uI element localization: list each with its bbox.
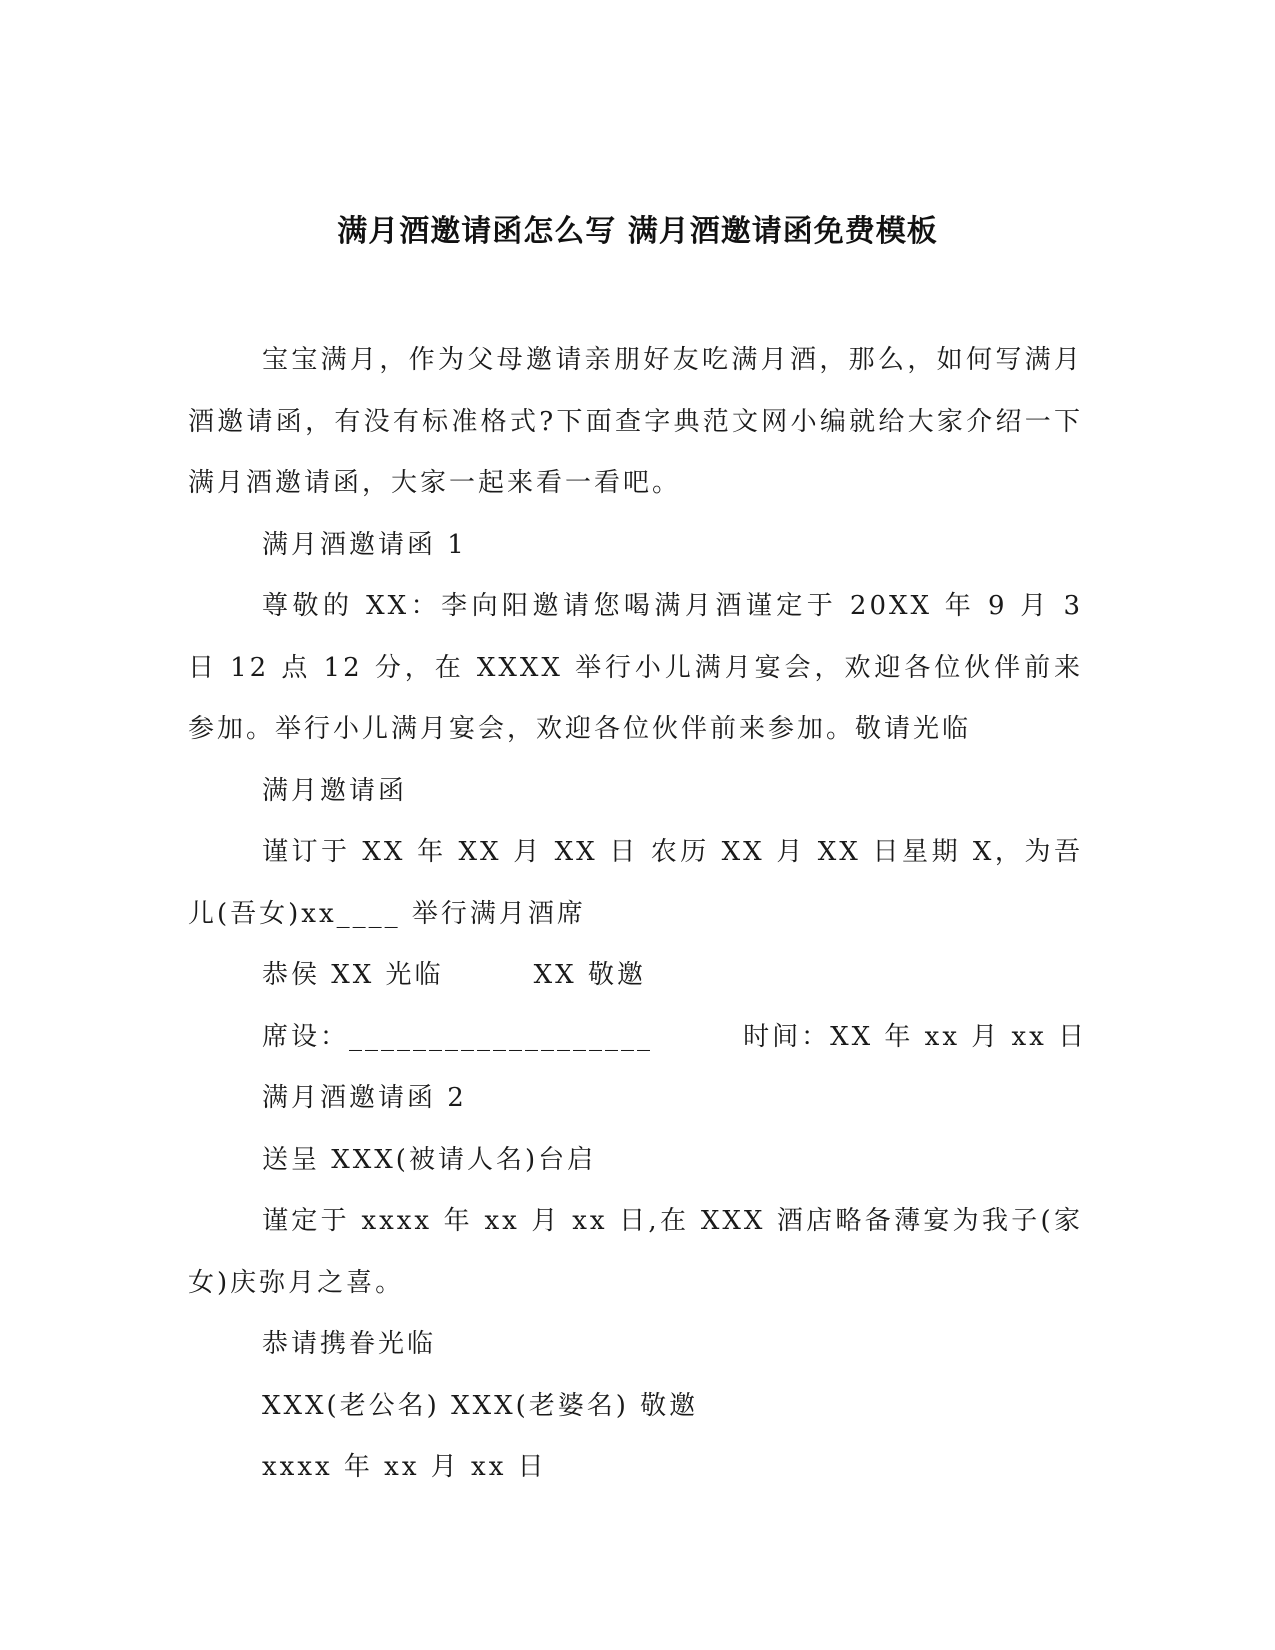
section1-heading: 满月酒邀请函 1 <box>262 529 467 560</box>
section2-to: 送呈 XXX(被请人名)台启 <box>262 1144 597 1175</box>
document-title: 满月酒邀请函怎么写 满月酒邀请函免费模板 <box>337 214 938 249</box>
sub-heading: 满月邀请函 <box>262 775 408 806</box>
section2-signature: XXX(老公名) XXX(老婆名) 敬邀 <box>262 1390 699 1421</box>
sub-venue: 席设：___________________ 时间：XX 年 xx 月 xx 日 <box>262 1021 1088 1052</box>
section2-request: 恭请携眷光临 <box>262 1329 437 1359</box>
section2-date: xxxx 年 xx 月 xx 日 <box>262 1452 547 1482</box>
section1-body: 尊敬的 XX：李向阳邀请您喝满月酒谨定于 20XX 年 9 月 3 日 12 点 12 分，在 XXXX 举行小儿满月宴会，欢迎各位伙伴前来参加。举行小儿满月宴会，欢迎各位伙伴前来参加。敬请光临 <box>188 591 1083 744</box>
section2-heading: 满月酒邀请函 2 <box>262 1083 467 1113</box>
section2-body: 谨定于 xxxx 年 xx 月 xx 日,在 XXX 酒店略备薄宴为我子(家女)庆弥月之喜。 <box>188 1206 1083 1298</box>
sub-closing: 恭侯 XX 光临 XX 敬邀 <box>262 960 646 990</box>
intro-paragraph: 宝宝满月，作为父母邀请亲朋好友吃满月酒，那么，如何写满月酒邀请函，有没有标准格式?下面查字典范文网小编就给大家介绍一下满月酒邀请函，大家一起来看一看吧。 <box>188 345 1083 498</box>
sub-body: 谨订于 XX 年 XX 月 XX 日 农历 XX 月 XX 日星期 X，为吾儿(吾女)xx____ 举行满月酒席 <box>188 837 1083 929</box>
document-body <box>188 330 1088 1499</box>
